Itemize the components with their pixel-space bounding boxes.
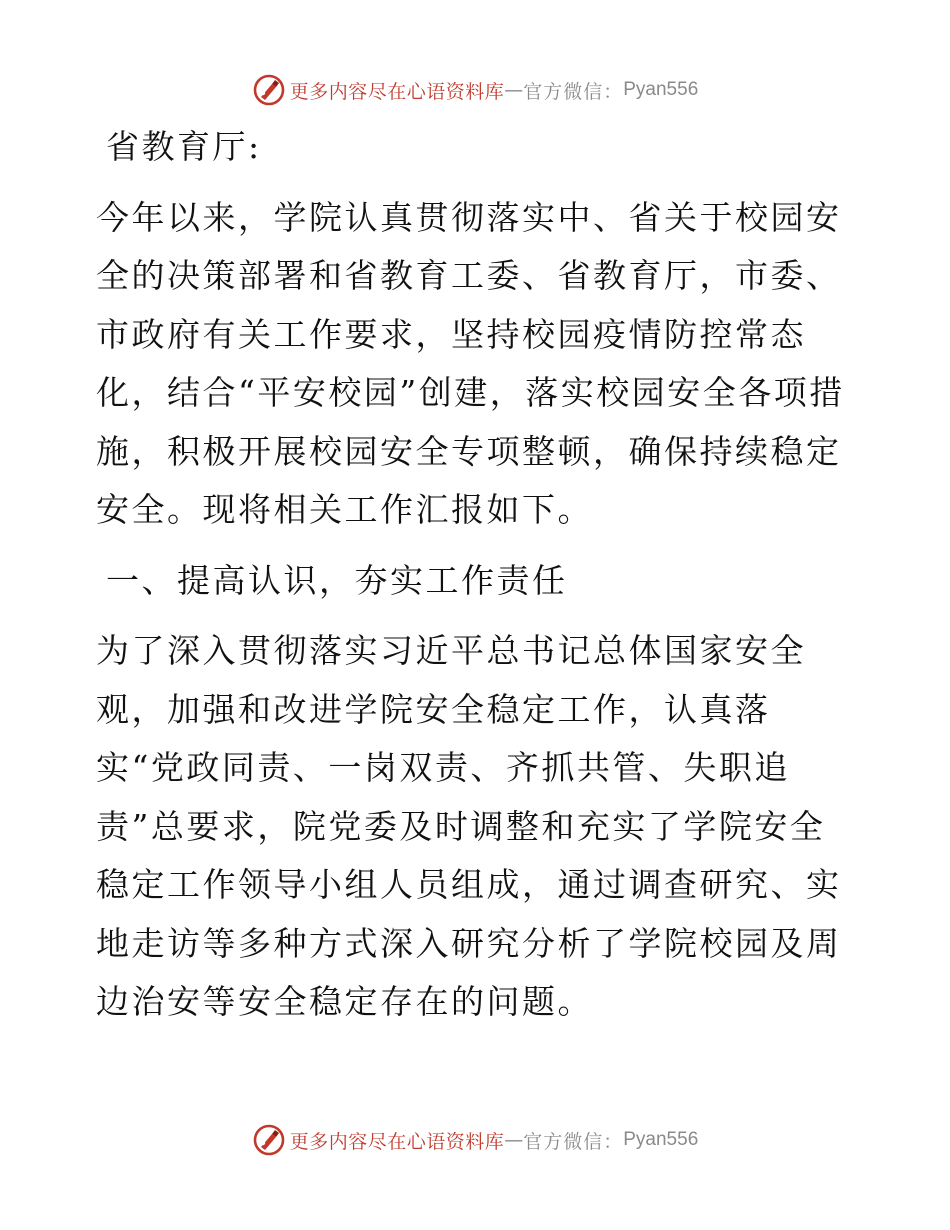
watermark-wechat-label: 官方微信： (523, 1130, 624, 1153)
pen-seal-logo-icon (252, 1123, 286, 1157)
header-watermark (0, 70, 950, 110)
watermark-site-text: 更多内容尽在心语资料库 (289, 80, 505, 103)
footer-watermark (0, 1120, 950, 1160)
watermark-dash: — (504, 79, 524, 101)
paragraph-body: 为了深入贯彻落实习近平总书记总体国家安全观，加强和改进学院安全稳定工作，认真落实“党政同责、一岗双责、齐抓共管、失职追责”总要求，院党委及时调整和充实了学院安全稳定工作领导小组人员组成，通过调查研究、实地走访等多种方式深入研究分析了学院校园及周边治安等安全稳定存在的问题。 (96, 631, 842, 1021)
salutation: 省教育厅: (106, 127, 262, 166)
watermark-site-text: 更多内容尽在心语资料库 (289, 1130, 505, 1153)
watermark-wechat-id: Pyan556 (623, 79, 699, 100)
document-body (96, 118, 856, 1044)
watermark-wechat-id: Pyan556 (623, 1129, 699, 1150)
watermark-wechat-label: 官方微信： (523, 80, 624, 103)
watermark-dash: — (504, 1129, 524, 1151)
pen-seal-logo-icon (252, 73, 286, 107)
paragraph-intro: 今年以来，学院认真贯彻落实中、省关于校园安全的决策部署和省教育工委、省教育厅，市委、市政府有关工作要求，坚持校园疫情防控常态化，结合“平安校园”创建，落实校园安全各项措施，积极开展校园安全专项整顿，确保持续稳定安全。现将相关工作汇报如下。 (96, 197, 845, 529)
section-heading: 一、提高认识，夯实工作责任 (106, 560, 568, 600)
